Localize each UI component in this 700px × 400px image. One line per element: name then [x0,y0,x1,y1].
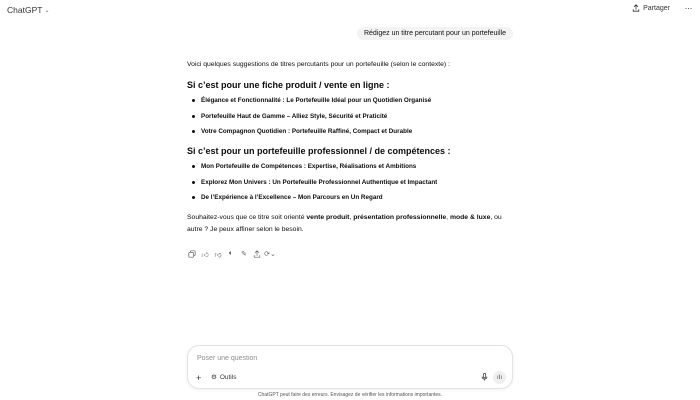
footer-disclaimer: ChatGPT peut faire des erreurs. Envisagez de vérifier les informations importantes. [257,392,443,398]
prompt-input[interactable] [197,352,497,364]
tools-button[interactable] [211,373,236,383]
list-item: Élégance et Fonctionnalité : Le Portefeuille Idéal pour un Quotidien Organisé [187,96,517,105]
share-button[interactable] [632,4,670,12]
thumbs-down-icon[interactable]: 👎︎ [214,251,222,259]
sliders-icon: ⚙︎ [211,374,217,381]
more-options-button[interactable]: ··· [684,3,692,13]
list-item: Portefeuille Haut de Gamme – Alliez Style, Sécurité et Praticité [187,112,517,121]
share-icon [632,4,640,12]
voice-wave-icon: ıIı [496,374,502,381]
list-item: Mon Portefeuille de Compétences : Expertise, Réalisations et Ambitions [187,162,517,171]
list-item: Explorez Mon Univers : Un Portefeuille Professionnel Authentique et Impactant [187,178,517,187]
product-title-list [187,96,517,136]
regenerate-icon[interactable]: ⟳⌄ [264,251,276,258]
share-label: Partager [643,4,670,12]
add-attachment-button[interactable] [196,373,201,383]
plus-icon: + [196,373,202,383]
thumbs-up-icon[interactable]: 👍︎ [201,251,209,259]
answer-outro: Souhaitez-vous que ce titre soit orienté vente produit, présentation professionnelle, mode & luxe, ou autre ? Je peux affiner selon le besoin. [187,214,502,233]
app-title: ChatGPT [7,5,43,15]
read-aloud-icon[interactable]: 🔈︎ [228,250,234,257]
copy-icon[interactable] [187,249,197,259]
tools-label: Outils [219,374,237,381]
dictate-button[interactable] [481,373,488,383]
microphone-icon [481,373,488,381]
section-heading-professional: Si c’est pour un portefeuille professionnel / de compétences : [187,146,451,156]
list-item: De l’Expérience à l’Excellence – Mon Parcours en Un Regard [187,193,517,202]
model-selector[interactable] [7,5,49,15]
composer [187,345,513,389]
message-actions [187,249,275,259]
professional-title-list [187,162,517,202]
user-message: Rédigez un titre percutant pour un portefeuille [357,27,513,40]
share-icon[interactable] [252,249,262,259]
chevron-down-icon: ⌄ [44,8,50,14]
section-heading-product: Si c’est pour une fiche produit / vente en ligne : [187,80,390,90]
answer-intro: Voici quelques suggestions de titres percutants pour un portefeuille (selon le contexte) : [187,61,450,68]
list-item: Votre Compagnon Quotidien : Portefeuille Raffiné, Compact et Durable [187,127,517,136]
voice-mode-button[interactable] [493,371,506,384]
top-bar [0,0,700,22]
edit-icon[interactable]: ✎ [241,251,247,258]
assistant-message [187,60,517,236]
